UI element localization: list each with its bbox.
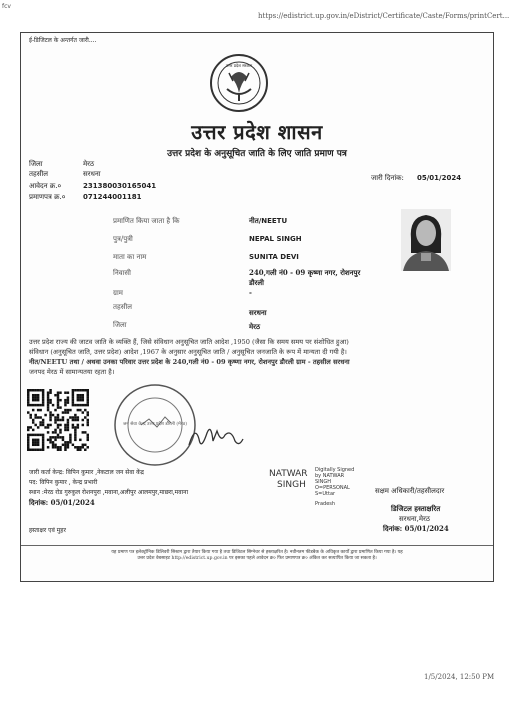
emblem-text: उत्तर प्रदेश सरकार (225, 63, 253, 68)
issue-date-label: जारी दिनांक: (371, 174, 404, 182)
detail-value-locality: डौरली (249, 278, 264, 287)
e-certificate-label: ई-डिजिटल के अन्तर्गत जारी.... (29, 37, 97, 44)
digital-signature-details: Digitally Signed by NATWAR SINGH O=PERSONAL S=Uttar Pradesh (315, 467, 355, 507)
footer-divider (21, 545, 493, 546)
page-subtitle: उत्तर प्रदेश के अनुसूचित जाति के लिए जाति प्रमाण पत्र (167, 149, 347, 159)
applicant-photo (401, 209, 451, 271)
officer-title: सक्षम अधिकारी/तहसीलदार (375, 487, 445, 495)
page-url: https://edistrict.up.gov.in/eDistrict/Certificate/Caste/Forms/printCert... (258, 12, 510, 20)
field-value-certificate-no: 071244001181 (83, 193, 142, 201)
field-label-district: जिला (29, 160, 43, 168)
body-paragraph-line-1: उत्तर प्रदेश राज्य की जाटव जाति के व्यक्ति हैं, जिसे संविधान अनुसूचित जाति आदेश ,1950 (जैसा कि समय समय पर संशोधित हुआ) (29, 338, 349, 346)
detail-value-village: - (249, 288, 252, 297)
body-paragraph-line-4: जनपद मेरठ में सामान्यतया रहता है। (29, 368, 115, 376)
detail-label-parent: पुत्र/पुत्री (113, 235, 133, 243)
body-paragraph-line-2: संविधान (अनुसूचित जाति, उत्तर प्रदेश) आदेश ,1967 के अनुसार अनुसूचित जाति / अनुसूचित जनजाति के रूप में मान्यता दी गयी है। (29, 348, 347, 356)
digital-signer-name: NATWAR SINGH (269, 469, 308, 490)
detail-value-tehsil: सरधना (249, 308, 267, 317)
print-datetime: 1/5/2024, 12:50 PM (424, 673, 495, 681)
officer-place: सरधना,मेरठ (399, 515, 430, 523)
issuer-date: दिनांक: 05/01/2024 (29, 498, 95, 507)
issuer-address: स्थान :मेरठ रोड गुरुकुल रोशनपुरा ,मवाना,अलीपुर आलमपुर,माछरा,मवाना (29, 489, 189, 496)
detail-label-resident: निवासी (113, 269, 131, 277)
up-emblem-icon (209, 53, 269, 113)
field-label-tehsil: तहसील (29, 170, 48, 178)
detail-label-tehsil: तहसील (113, 303, 132, 311)
officer-date: दिनांक: 05/01/2024 (383, 524, 449, 533)
body-paragraph-line-3: नीत/NEETU तथा / अथवा उनका परिवार उत्तर प्रदेश के 240,गली नं0 - 09 कृष्णा नगर, रोशनपुर डौरली ग्राम - तहसील सरधना (29, 358, 350, 366)
detail-value-father: NEPAL SINGH (249, 235, 302, 243)
issuer-operator: पद: विपिन कुमार , केन्द्र प्रभारी (29, 479, 98, 486)
tab-fragment: fcv (2, 3, 11, 10)
page-title: उत्तर प्रदेश शासन (191, 120, 323, 144)
detail-label-certified: प्रमाणित किया जाता है कि (113, 217, 180, 225)
signature-text (235, 435, 247, 442)
officer-digital-sign: डिजिटल हस्ताक्षरित (391, 504, 441, 513)
certificate-frame (20, 32, 494, 582)
field-value-application: 231380030165041 (83, 182, 157, 190)
field-value-district: मेरठ (83, 160, 95, 168)
qr-code (27, 389, 89, 451)
issuer-center: जारी कर्ता केन्द्र: विपिन कुमार ,नेकटाल जन सेवा केंद्र (29, 469, 144, 476)
detail-value-mother: SUNITA DEVI (249, 253, 299, 261)
detail-value-district: मेरठ (249, 322, 261, 331)
detail-label-mother: माता का नाम (113, 253, 147, 261)
signature-seal-label: हस्ताक्षर एवं मुहर (29, 527, 66, 534)
field-value-tehsil: सरधना (83, 170, 101, 178)
issue-date: 05/01/2024 (417, 174, 462, 182)
footer-note: यह प्रमाण पत्र इलेक्ट्रॉनिक डिलिवरी सिस्टम द्वारा तैयार किया गया है तथा डिजिटल सिग्नेचर से हस्ताक्षरित है। नवीनतम फीडबैक के अधिकृत कार्यों द्वारा प्रमाणित किया गया है। यह उत्तर प्रदेश वेबसाइट http://edistrict.up.gov.in पर इसका पहले आवेदन क्र० फिर प्रमाणपत्र क्र० अंकित कर सत्यापित किया जा सकता है। (111, 550, 403, 561)
field-label-application: आवेदन क्र.० (29, 182, 62, 190)
detail-value-address: 240,गली नं0 - 09 कृष्णा नगर, रोशनपुर (249, 268, 361, 277)
detail-value-name: नीत/NEETU (249, 217, 288, 225)
seal-text: जन सेवा केन्द्र उत्तर प्रदेश डौरली (मेरठ) (122, 422, 188, 427)
field-label-certificate-no: प्रमाणपत्र क्र.० (29, 193, 66, 201)
detail-label-village: ग्राम (113, 289, 123, 297)
detail-label-district: जिला (113, 321, 127, 329)
